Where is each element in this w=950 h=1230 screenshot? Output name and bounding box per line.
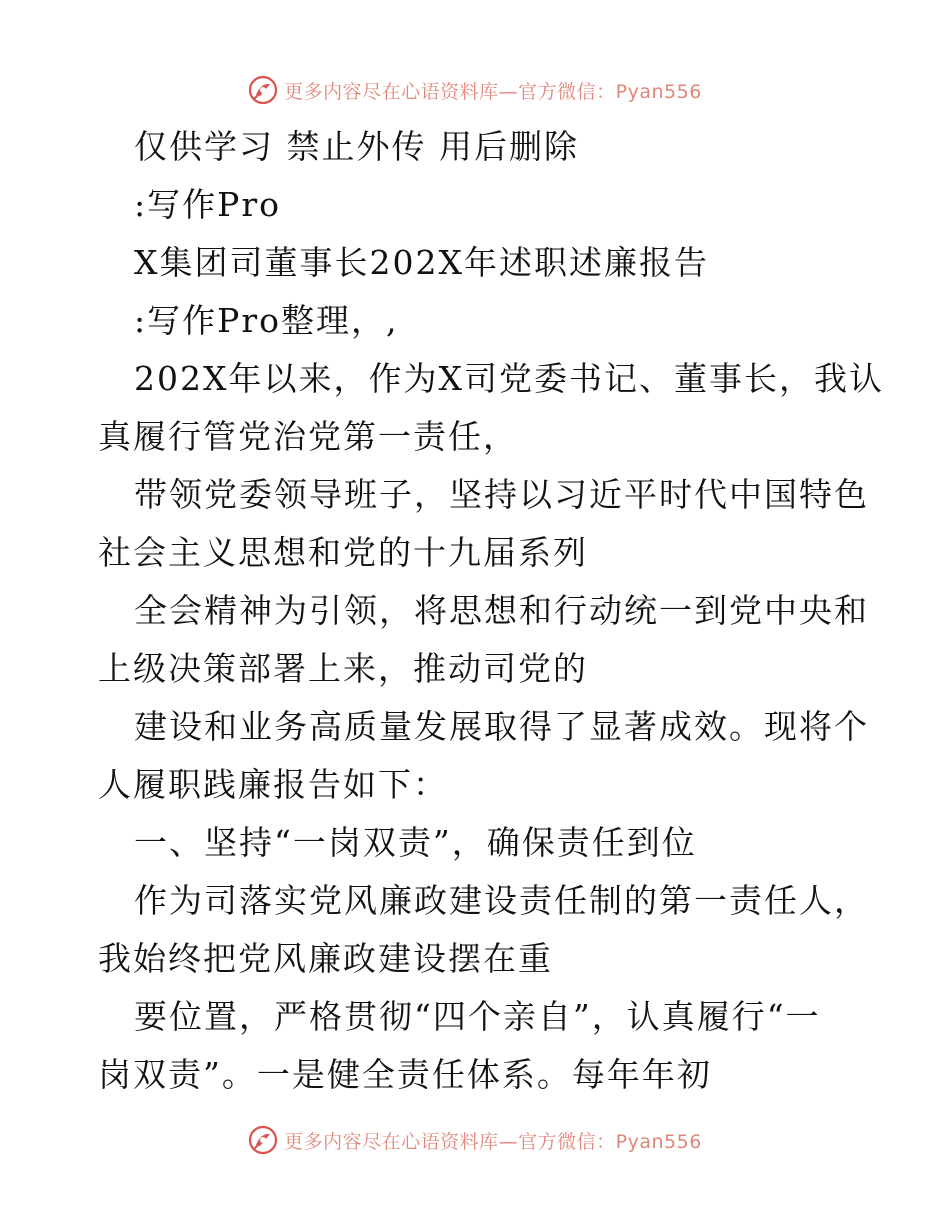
document-title: X集团司董事长202X年述职述廉报告 — [134, 243, 709, 282]
paragraph-line: 真履行管党治党第一责任， — [98, 417, 518, 456]
paragraph-line: 社会主义思想和党的十九届系列 — [98, 533, 588, 572]
compiler-line: :写作Pro整理，, — [134, 301, 399, 340]
brand-logo-icon — [248, 75, 278, 105]
disclaimer-line: 仅供学习 禁止外传 用后删除 — [134, 127, 579, 166]
paragraph-line: 我始终把党风廉政建设摆在重 — [98, 939, 553, 978]
paragraph-line: 岗双责”。一是健全责任体系。每年年初 — [98, 1055, 712, 1094]
paragraph-line: 202X年以来，作为X司党委书记、董事长，我认 — [134, 359, 884, 398]
paragraph-line: 建设和业务高质量发展取得了显著成效。现将个 — [134, 707, 869, 746]
author-line: :写作Pro — [134, 185, 281, 224]
footer-watermark — [0, 1120, 950, 1160]
brand-logo-icon — [248, 1125, 278, 1155]
header-watermark — [0, 70, 950, 110]
header-watermark-text: 更多内容尽在心语资料库—官方微信：Pyan556 — [284, 80, 702, 103]
paragraph-line: 作为司落实党风廉政建设责任制的第一责任人， — [134, 881, 869, 920]
paragraph-line: 上级决策部署上来，推动司党的 — [98, 649, 588, 688]
paragraph-line: 带领党委领导班子，坚持以习近平时代中国特色 — [134, 475, 869, 514]
footer-watermark-text: 更多内容尽在心语资料库—官方微信：Pyan556 — [284, 1130, 702, 1153]
paragraph-line: 要位置，严格贯彻“四个亲自”，认真履行“一 — [134, 997, 821, 1036]
paragraph-line: 人履职践廉报告如下： — [98, 765, 448, 804]
section-heading: 一、坚持“一岗双责”，确保责任到位 — [134, 823, 697, 862]
paragraph-line: 全会精神为引领，将思想和行动统一到党中央和 — [134, 591, 869, 630]
